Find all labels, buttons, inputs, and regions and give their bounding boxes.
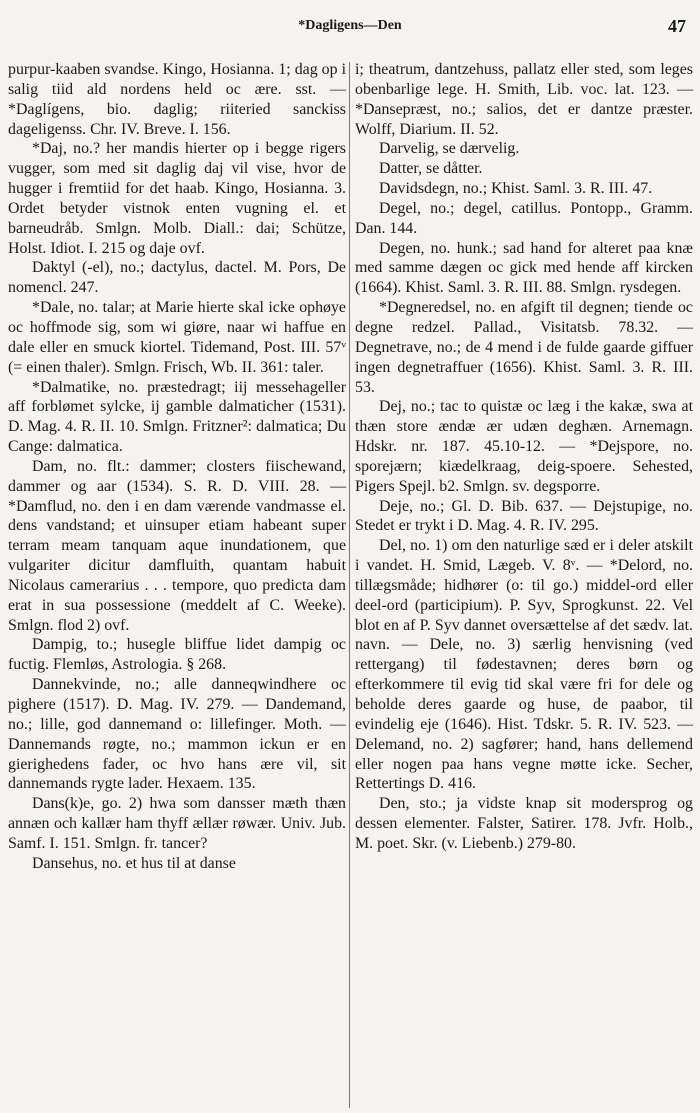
dictionary-entry: Dannekvinde, no.; alle danneqwindhere oc pighere (1517). D. Mag. IV. 279. — Dandemand, no.; lille, god dannemand o: lillefinger. Moth. — Dannemands røgte, no.; mammon ickun er en gierighedens fader, oc hvo hans ære vil, sit dannemands rygte lader. Hexaem. 135.	[8, 676, 346, 793]
dictionary-entry: Dampig, to.; husegle bliffue lidet dampig oc fuctig. Flemløs, Astrologia. § 268.	[8, 636, 346, 674]
page-header	[0, 8, 700, 42]
dictionary-entry: *Degneredsel, no. en afgift til degnen; tiende oc degne redzel. Pallad., Visitatsb. 78.32. — Degnetrave, no.; de 4 mend i de fulde gaarde giffuer ingen degnetraffuer (1656). Khist. Saml. 3. R. III. 53.	[355, 299, 693, 396]
dictionary-entry: Dans(k)e, go. 2) hwa som dansser mæth thæn annæn och kallær ham thyff ællær røwær. Univ. Jub. Samf. I. 151. Smlgn. fr. tancer?	[8, 795, 346, 852]
dictionary-entry: Davidsdegn, no.; Khist. Saml. 3. R. III. 47.	[379, 180, 653, 198]
dictionary-entry: Datter, se dåtter.	[379, 160, 483, 178]
dictionary-entry: purpur-kaaben svandse. Kingo, Hosianna. 1; dag op i salig tiid ald nordens held oc ære. sst. — *Daglígens, bio. daglig; riiteried sanckiss dageligenss. Chr. IV. Breve. I. 156.	[8, 61, 346, 138]
dictionary-entry: Dansehus, no. et hus til at danse	[32, 854, 236, 872]
dictionary-entry: Daktyl (-el), no.; dactylus, dactel. M. Pors, De nomencl. 247.	[8, 259, 346, 297]
dictionary-entry: Dej, no.; tac to quistæ oc læg i the kakæ, swa at thæn store ændæ ær udæn deghæn. Arnemagn. Hdskr. nr. 187. 45.10-12. — *Dejspore, no. sporejærn; kiædelkraag, deig-spoere. Sehested, Pigers Spejl. b2. Smlgn. sv. degsporre.	[355, 398, 693, 495]
running-title: *Dagligens—Den	[298, 18, 402, 33]
left-column	[8, 60, 346, 874]
dictionary-entry: *Dale, no. talar; at Marie hierte skal icke ophøye oc hoffmode sig, som wi giøre, naar wi haffue en dale eller en smuck kiortel. Tidemand, Post. III. 57ᵛ (= einen thaler). Smlgn. Frisch, Wb. II. 361: taler.	[8, 299, 346, 376]
dictionary-entry: Darvelig, se dærvelig.	[379, 140, 520, 158]
dictionary-entry: *Dalmatike, no. præstedragt; iij messehageller aff forblømet sylcke, ij gamble dalmaticher (1531). D. Mag. 4. R. II. 10. Smlgn. Fritzner²: dalmatica; Du Cange: dalmatica.	[8, 378, 346, 456]
dictionary-entry: Del, no. 1) om den naturlige sæd er i deler atskilt i vandet. H. Smid, Lægeb. V. 8ᵛ. — *Delord, no. tillægsmåde; hidhører (o: til go.) middel-ord eller deel-ord (participium). P. Syv, Sprogkunst. 22. Vel blot en af P. Syv dannet oversættelse af det sædv. lat. navn. — Dele, no. 3) særlig henvisning (ved rettergang) til fødestavnen; deres børn og efterkommere til evig tid skal være fri for dele og beholde deres gaarde og huse, de paabor, til evindelig eje (1646). Hist. Tdskr. 5. R. IV. 523. — Delemand, no. 2) sagfører; hand, hans dellemend eller nogen paa hans vegne møtte icke. Secher, Rettertings D. 416.	[355, 537, 693, 793]
dictionary-entry: *Daj, no.? her mandis hierter op i begge rigers vugger, som med sit daglig daj vil vise, hvor de hugger i fremtiid for det haab. Kingo, Hosianna. 3. Ordet betyder vistnok enten vugning el. et barneudråb. Smlgn. Molb. Diall.: dai; Schütze, Holst. Idiot. I. 215 og daje ovf.	[8, 140, 346, 257]
dictionary-entry: Den, sto.; ja vidste knap sit modersprog og dessen elementer. Falster, Satirer. 178. Jvfr. Holb., M. poet. Skr. (v. Liebenb.) 279-80.	[355, 795, 693, 852]
dictionary-entry: Degel, no.; degel, catillus. Pontopp., Gramm. Dan. 144.	[355, 199, 693, 237]
column-divider	[349, 62, 350, 1108]
dictionary-entry: Degen, no. hunk.; sad hand for alteret paa knæ med samme dægen oc gick med hende aff kircken (1664). Khist. Saml. 3. R. III. 88. Smlgn. rysdegen.	[355, 239, 693, 297]
dictionary-entry: Deje, no.; Gl. D. Bib. 637. — Dejstupige, no. Stedet er trykt i D. Mag. 4. R. IV. 295.	[355, 497, 693, 535]
dictionary-entry: Dam, no. flt.: dammer; closters fiischewand, dammer og aar (1534). S. R. D. VIII. 28. — *Damflud, no. den i en dam værende vandmasse el. dens vandstand; et uinsuper etiam habeant super terram meam tanquam aque inundationem, que vulgariter dicitur damfluith, quantam habuit Nicolaus camerarius . . . tempore, quo predicta dam erat in sua possessione (meddelt af C. Weeke). Smlgn. flod 2) ovf.	[8, 457, 346, 634]
right-column	[355, 60, 693, 854]
dictionary-entry: i; theatrum, dantzehuss, pallatz eller sted, som leges obenbarlige lege. H. Smith, Lib. voc. lat. 123. — *Dansepræst, no.; salios, det er dantze præster. Wolff, Diarium. II. 52.	[355, 61, 693, 138]
page-number: 47	[668, 16, 686, 36]
